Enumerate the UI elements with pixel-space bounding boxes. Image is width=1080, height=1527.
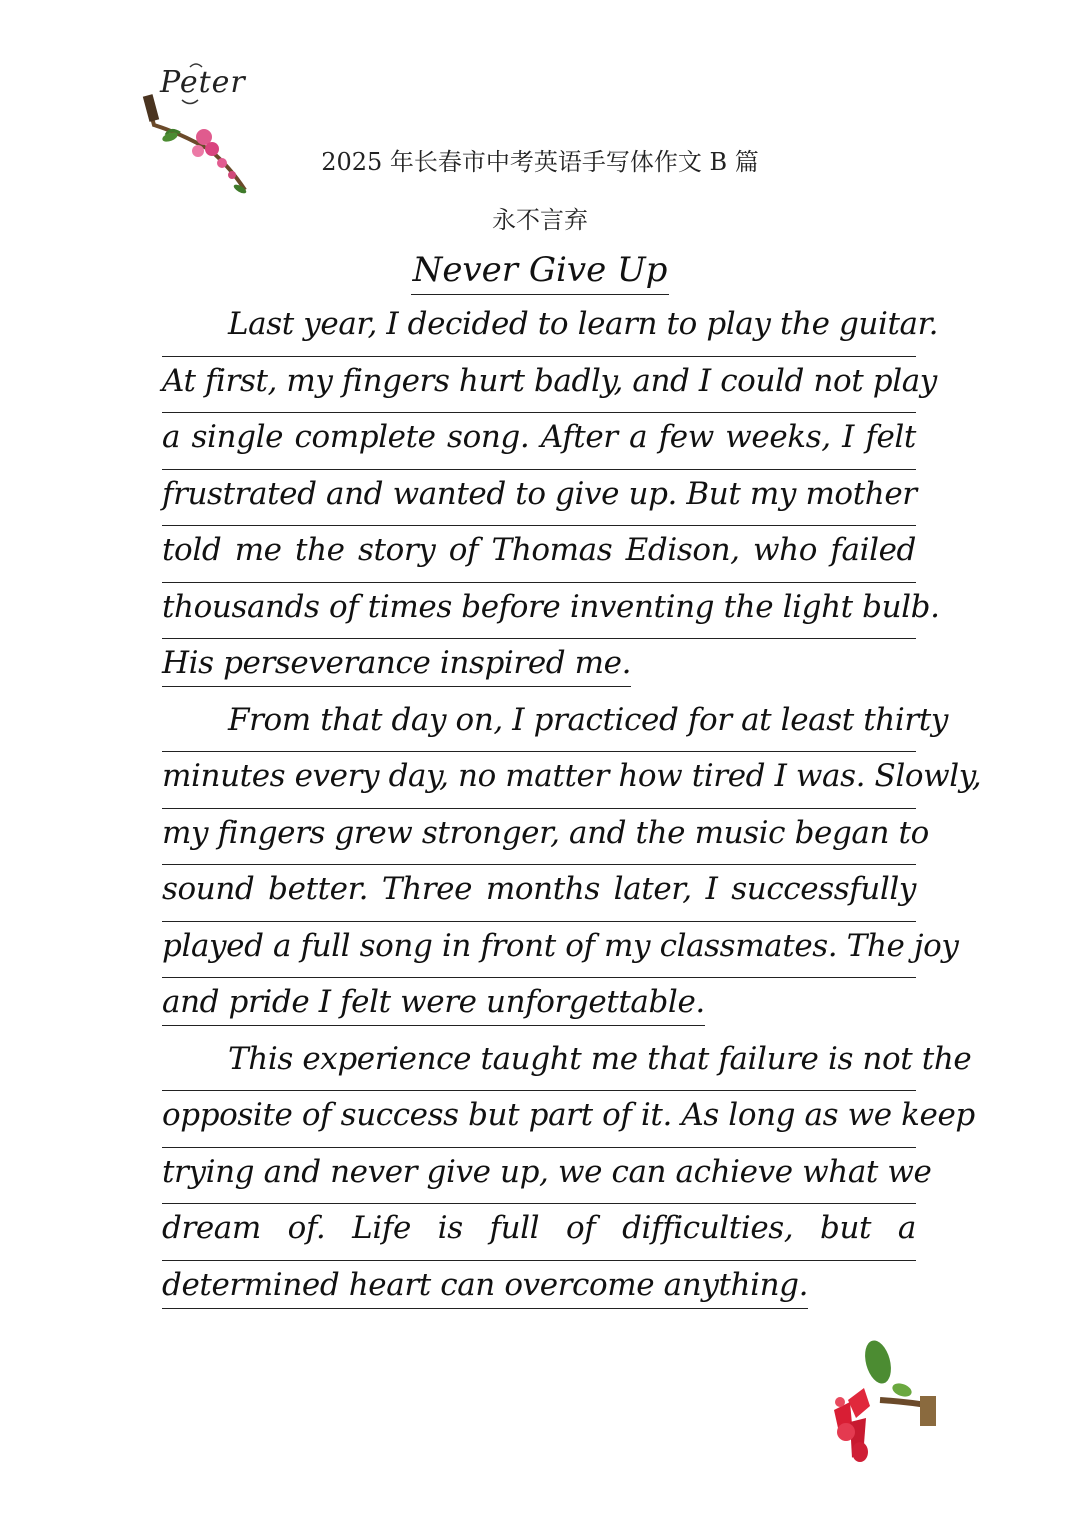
essay-line: trying and never give up, we can achieve what we: [162, 1148, 916, 1205]
essay-line-text: determined heart can overcome anything.: [162, 1262, 808, 1309]
essay-line: This experience taught me that failure is not the: [162, 1035, 916, 1092]
essay-line-text: His perseverance inspired me.: [162, 640, 631, 687]
red-flower-icon: [820, 1340, 945, 1470]
essay-line: Last year, I decided to learn to play the guitar.: [162, 300, 916, 357]
peter-logo: [140, 55, 260, 200]
essay-title-text: Never Give Up: [411, 250, 670, 295]
essay-line: told me the story of Thomas Edison, who failed: [162, 526, 916, 583]
essay-line: thousands of times before inventing the light bulb.: [162, 583, 916, 640]
essay-line: From that day on, I practiced for at least thirty: [162, 696, 916, 753]
header-subtitle: 永不言弃: [492, 206, 588, 234]
essay-line-text: and pride I felt were unforgettable.: [162, 979, 705, 1026]
essay-line: frustrated and wanted to give up. But my mother: [162, 470, 916, 527]
essay-line: dream of. Life is full of difficulties, but a: [162, 1204, 916, 1261]
essay-line: At first, my fingers hurt badly, and I could not play: [162, 357, 916, 414]
essay-line: [162, 1261, 916, 1318]
logo-text: Peter: [160, 65, 246, 100]
essay-line: my fingers grew stronger, and the music began to: [162, 809, 916, 866]
essay-line: [162, 639, 916, 696]
flower-decoration: [820, 1340, 945, 1470]
essay-line: sound better. Three months later, I successfully: [162, 865, 916, 922]
essay-line: a single complete song. After a few weeks, I felt: [162, 413, 916, 470]
essay-line: played a full song in front of my classmates. The joy: [162, 922, 916, 979]
header-title: 2025 年长春市中考英语手写体作文 B 篇: [321, 148, 759, 176]
essay-body: [162, 300, 982, 1317]
essay-line: opposite of success but part of it. As long as we keep: [162, 1091, 916, 1148]
essay-line: minutes every day, no matter how tired I was. Slowly,: [162, 752, 916, 809]
essay-line: [162, 978, 916, 1035]
essay-title: [0, 250, 1080, 290]
